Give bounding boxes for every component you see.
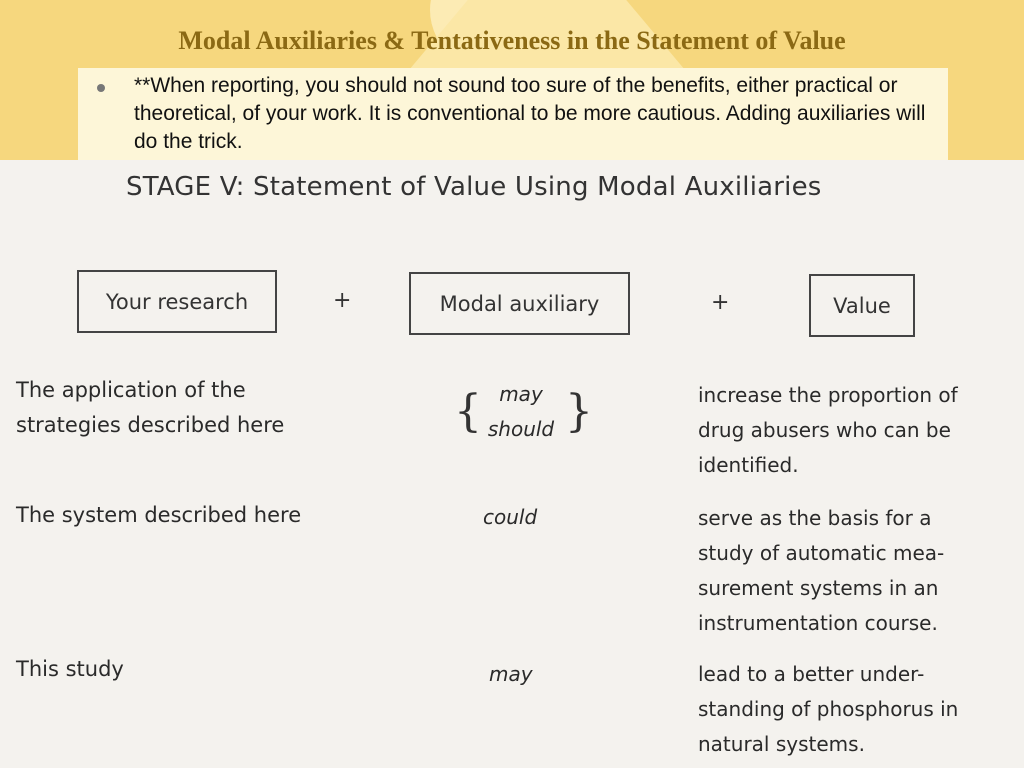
row3-subject: This study bbox=[16, 657, 124, 681]
header-plus-2: + bbox=[711, 290, 730, 315]
slide-title: Modal Auxiliaries & Tentativeness in the Statement of Value bbox=[178, 26, 846, 55]
row1-modal: may should bbox=[487, 382, 555, 441]
row3-value: lead to a better under- standing of phosphorus in natural systems. bbox=[698, 662, 959, 756]
right-brace-icon: } bbox=[565, 386, 593, 437]
row2-modal: could bbox=[483, 505, 538, 529]
header-box-value: Value bbox=[809, 274, 915, 337]
header-box-your-research: Your research bbox=[77, 270, 277, 333]
row1-subject: The application of the strategies described here bbox=[16, 378, 285, 437]
scanned-textbook-page bbox=[0, 160, 1024, 768]
row2-subject: The system described here bbox=[16, 503, 302, 527]
stage-heading: STAGE V: Statement of Value Using Modal Auxiliaries bbox=[126, 172, 822, 202]
row1-value: increase the proportion of drug abusers who can be identified. bbox=[698, 383, 958, 477]
row2-value: serve as the basis for a study of automatic mea- surement systems in an instrumentation course. bbox=[698, 506, 945, 635]
row3-modal: may bbox=[489, 662, 533, 686]
left-brace-icon: { bbox=[454, 386, 482, 437]
note-text: **When reporting, you should not sound too sure of the benefits, either practical or theoretical, of your work. It is conventional to be more cautious. Adding auxiliaries will do the trick. bbox=[134, 74, 926, 153]
header-plus-1: + bbox=[333, 288, 352, 313]
bullet-icon bbox=[97, 84, 105, 92]
header-box-modal-auxiliary: Modal auxiliary bbox=[409, 272, 630, 335]
